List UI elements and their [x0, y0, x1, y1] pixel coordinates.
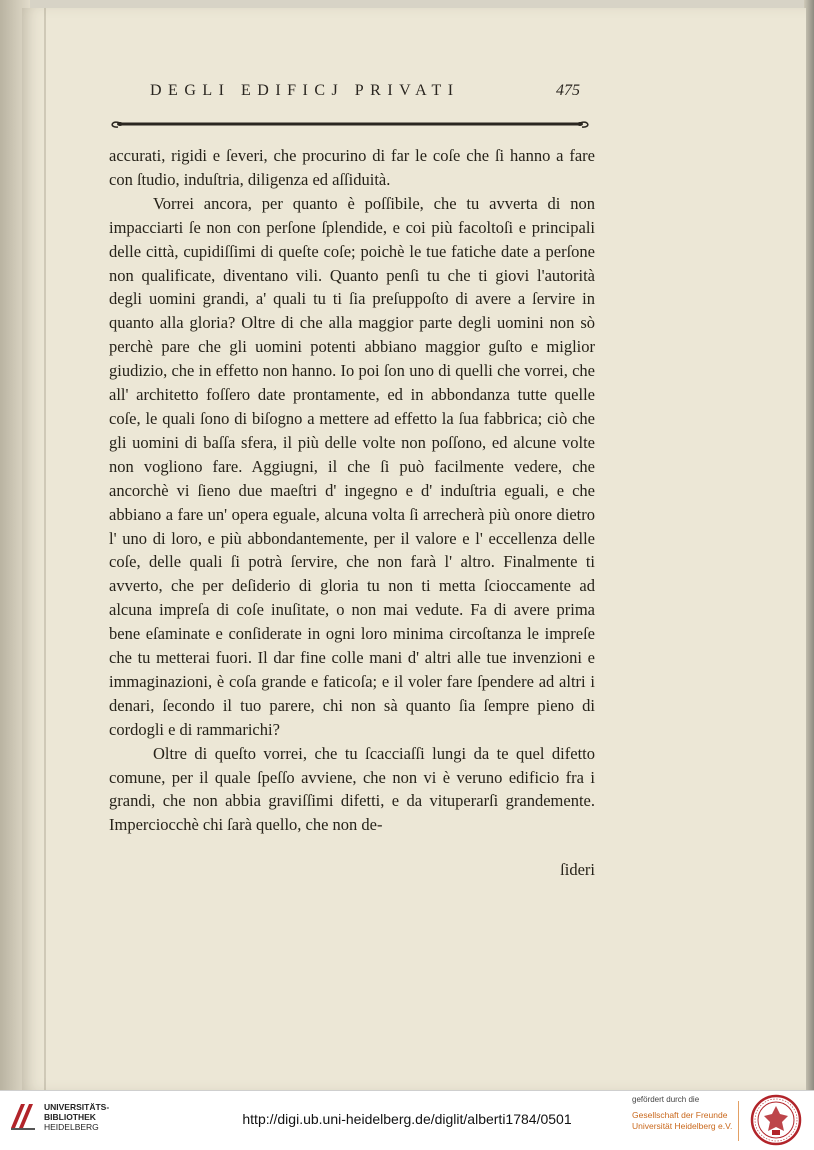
- sponsor-name-line: Universität Heidelberg e.V.: [632, 1121, 733, 1131]
- permalink-url[interactable]: http://digi.ub.uni-heidelberg.de/diglit/alberti1784/0501: [242, 1111, 572, 1127]
- library-name-line: UNIVERSITÄTS-: [44, 1102, 110, 1112]
- ornamental-rule: [108, 118, 592, 130]
- sponsor-label: gefördert durch die: [632, 1095, 700, 1104]
- sponsor-name-line: Gesellschaft der Freunde: [632, 1110, 728, 1120]
- body-text: [109, 144, 595, 837]
- library-name-line: BIBLIOTHEK: [44, 1112, 96, 1122]
- running-head: [150, 82, 580, 100]
- paragraph: Oltre di queſto vorrei, che tu ſcacciaſſi lungi da te quel difetto comune, per il quale ſpeſſo avviene, che non vi è veruno edificio fra i grandi, che non abbia graviſſimi difetti, e da vituperarſi grandemente. Imperciocchè chi ſarà quello, che non de-: [109, 743, 595, 835]
- running-title: DEGLI EDIFICJ PRIVATI: [150, 82, 460, 99]
- library-name-line: HEIDELBERG: [44, 1122, 99, 1132]
- paragraph: Vorrei ancora, per quanto è poſſibile, che tu avverta di non impacciarti ſe non con perſone ſplendide, e coi più facoltoſi e principali delle città, cupidiſſimi di queſte coſe; poichè le tue fatiche date a perſone non qualificate, diventano vili. Quanto penſi tu che ti giovi l'autorità degli uomini grandi, a' quali tu ti ſia preſuppoſto di avere a ſervire in quanto alla gloria? Oltre di che alla maggior parte degli uomini non sò perchè pare che gli uomini potenti abbiano maggior guſto e miglior giudizio, che in effetto non hanno. Io poi ſon uno di quelli che vorrei, che all' architetto foſſero date prontamente, ed in abbondanza tutte quelle coſe, le quali ſono di biſogno a mettere ad effetto la ſua fabbrica; ciò che gli uomini di baſſa sfera, il più delle volte non poſſono, ed alcune volte non vogliono fare. Aggiugni, il che ſi può facilmente vedere, che ancorchè vi ſieno due maeſtri d' ingegno e d' induſtria eguali, e che abbiano a fare un' opera eguale, alcuna volta ſi arrecherà più onore dietro l' uno di loro, e più abbondantemente, per il valore e l' eccellenza delle coſe, delle quali ſi potrà ſervire, che non farà l' altro. Finalmente ti avverto, che per deſiderio di gloria tu non ti metta ſcioccamente ad alcuna impreſa di coſe inuſitate, o non mai vedute. Fa di avere prima bene eſaminate e conſiderate in ogni loro minima circoſtanza le impreſe che tu metterai fuori. Il dar fine colle mani d' altri alle tue invenzioni e immaginazioni, è coſa grande e faticoſa; e il voler fare ſpendere ad altri i denari, ſecondo il tuo parere, chi non sà quanto ſia ſempre pieno di cordogli e di rammarichi?: [109, 193, 595, 739]
- page-number: 475: [556, 82, 580, 99]
- sponsor-block: [632, 1095, 742, 1132]
- university-seal-icon: [750, 1094, 802, 1146]
- viewer-footer: [0, 1090, 814, 1150]
- page-fold-line: [44, 8, 46, 1090]
- catchword: ſideri: [560, 860, 595, 879]
- sponsor-divider: [738, 1101, 739, 1141]
- paragraph-continuation: accurati, rigidi e ſeveri, che procurino di far le coſe che ſi hanno a fare con ſtudio, induſtria, diligenza ed aſſiduità.: [109, 146, 595, 189]
